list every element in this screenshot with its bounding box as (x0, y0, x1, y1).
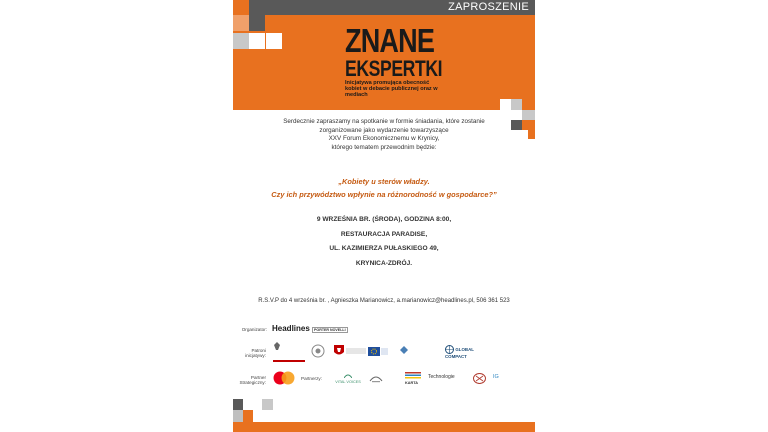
karta-stripes-icon (405, 372, 421, 379)
footer-bar (233, 422, 535, 432)
quote-line: „Kobiety u sterów władzy. (338, 177, 430, 186)
eu-flag-icon (368, 345, 388, 358)
organizer-label: Organizator: (241, 327, 267, 332)
intro-line: zorganizowane jako wydarzenie towarzyszące (319, 126, 449, 134)
vital-voices-text: VITAL VOICES (335, 380, 361, 384)
event-street: UL. KAZIMIERZA PUŁASKIEGO 49, (329, 245, 439, 252)
foundation-logo (369, 373, 383, 383)
intro-line: Serdecznie zapraszamy na spotkanie w formie śniadania, które zostanie (283, 118, 485, 125)
top-bar (233, 0, 535, 15)
ig-text: IG (493, 374, 499, 380)
karta-logo (405, 372, 423, 385)
ig-logo (493, 374, 527, 384)
strategic-partner-label-line: Strategiczny: (239, 380, 266, 385)
patrons-label-line: inicjatywy: (245, 353, 266, 358)
rsvp-line: R.S.V.P do 4 września br. , Agnieszka Marianowicz, a.marianowicz@headlines.pl, 506 361 523 (258, 298, 510, 304)
globe-icon (445, 345, 454, 354)
mastercard-logo (273, 371, 295, 385)
decor-square (233, 410, 243, 422)
global-compact-network-logo (400, 346, 440, 356)
strategic-partner-label-line: Partner (250, 375, 266, 380)
karta-text: KARTA (405, 381, 419, 385)
brand-subtitle: Inicjatywa promująca obecność kobiet w debacie publicznej oraz w mediach (345, 80, 438, 98)
quote-line: Czy ich przywództwo wpłynie na różnorodność w gospodarce?” (271, 190, 497, 199)
decor-square (511, 99, 522, 110)
invitation-intro (233, 118, 535, 152)
partners-label: Partnerzy: (301, 376, 322, 381)
partner-emblem-icon (473, 373, 486, 384)
brand-title-second: EKSPERTKI (345, 56, 443, 81)
eagle-emblem-icon (273, 342, 281, 350)
invitation-page (233, 0, 535, 432)
decor-square (233, 33, 249, 49)
event-theme-quote (233, 175, 535, 201)
event-venue: RESTAURACJA PARADISE, (340, 230, 428, 238)
headlines-logo-text: Headlines (272, 324, 310, 333)
patrons-label-line: Patroni (251, 348, 266, 353)
coat-of-arms-logo (334, 345, 344, 357)
foundation-icon (369, 373, 383, 383)
decor-square (249, 33, 265, 49)
decor-square (243, 410, 253, 422)
event-date: 9 WRZEŚNIA BR. (ŚRODA), GODZINA 8:00, (316, 216, 452, 223)
emblem-icon (311, 344, 325, 358)
ministry-logo (273, 342, 305, 362)
patrons-label (233, 348, 266, 358)
vital-voices-icon (344, 372, 352, 378)
strategic-partner-label (233, 375, 266, 385)
decor-square (233, 15, 249, 31)
global-compact-logo (445, 345, 483, 357)
intro-line: którego tematem przewodnim będzie: (331, 143, 437, 151)
ministry-text-logo (346, 348, 366, 354)
decor-square (266, 33, 282, 49)
porter-novelli-text: PORTER NOVELLI (314, 328, 346, 332)
network-icon (400, 346, 408, 354)
vital-voices-logo (333, 372, 363, 386)
partner-emblem-logo (473, 373, 487, 385)
event-city: KRYNICA-ZDRÓJ. (355, 259, 413, 267)
decor-square (249, 15, 265, 31)
global-compact-text: GLOBAL COMPACT (445, 346, 474, 359)
decor-square (233, 0, 249, 15)
intro-line: XXV Forum Ekonomicznemu w Krynicy, (328, 135, 440, 142)
decor-square (262, 399, 273, 410)
technologie-logo (428, 374, 466, 384)
patron-emblem-logo (311, 344, 327, 360)
headlines-logo (272, 324, 348, 333)
technologie-text: Technologie (428, 374, 455, 380)
invitation-label: ZAPROSZENIE (448, 1, 529, 13)
coat-of-arms-icon (334, 345, 344, 357)
brand-title: ZNANE (345, 22, 435, 59)
decor-square (233, 399, 243, 410)
eu-logo (368, 345, 388, 358)
event-details (233, 216, 535, 274)
decor-square (500, 99, 511, 110)
